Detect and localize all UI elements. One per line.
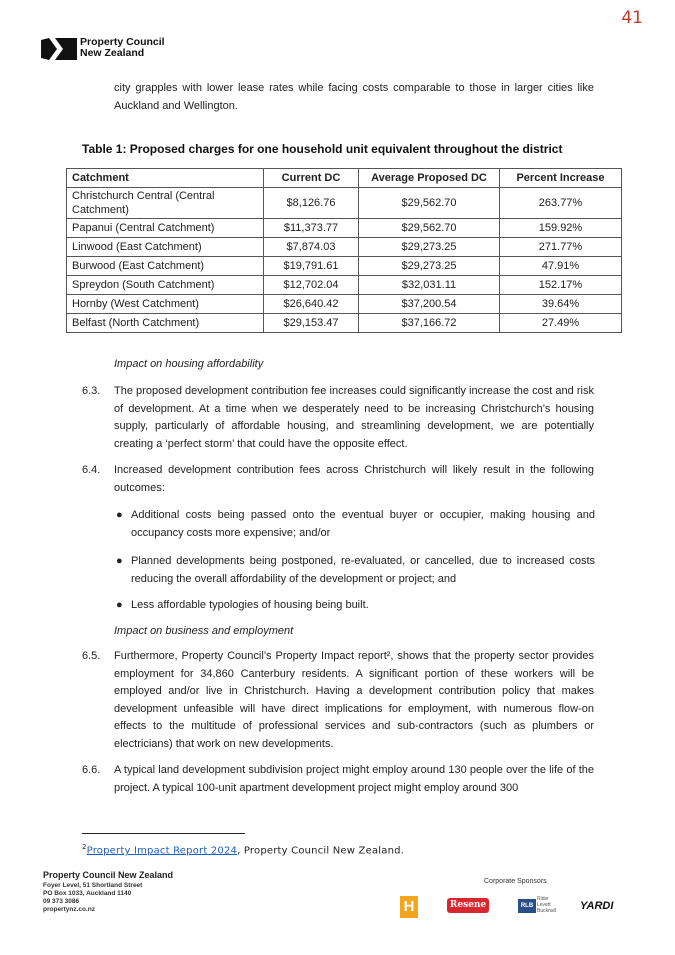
page-number: 41 [621, 8, 643, 28]
cell-proposed-dc: $29,562.70 [359, 219, 500, 238]
cell-proposed-dc: $29,273.25 [359, 257, 500, 276]
section-heading-housing: Impact on housing affordability [114, 358, 264, 370]
cell-catchment: Burwood (East Catchment) [67, 257, 264, 276]
paragraph-6-4: Increased development contribution fees across Christchurch will likely result in the following outcomes: [114, 464, 594, 494]
section-heading-business: Impact on business and employment [114, 625, 294, 637]
cell-catchment: Belfast (North Catchment) [67, 314, 264, 333]
cell-current-dc: $8,126.76 [264, 188, 359, 219]
sponsor-logo-yardi: YARDI [580, 900, 614, 912]
intro-paragraph: city grapples with lower lease rates while facing costs comparable to those in larger cities like Auckland and Wellington. [114, 82, 594, 112]
col-header-catchment: Catchment [67, 169, 264, 188]
table-row [67, 276, 622, 295]
footer-address-line: Foyer Level, 51 Shortland Street [43, 882, 143, 889]
bullet-item: Less affordable typologies of housing being built. [131, 599, 369, 611]
cell-catchment: Linwood (East Catchment) [67, 238, 264, 257]
col-header-percent-increase: Percent Increase [500, 169, 622, 188]
sponsor-logo-resene: Resene [447, 898, 489, 913]
cell-percent: 159.92% [500, 219, 622, 238]
logo-line1: Property Council [80, 36, 165, 48]
cell-proposed-dc: $37,166.72 [359, 314, 500, 333]
cell-percent: 47.91% [500, 257, 622, 276]
footer-website[interactable]: propertynz.co.nz [43, 906, 96, 913]
cell-percent: 27.49% [500, 314, 622, 333]
sponsor-logo-h: H [400, 896, 418, 918]
paragraph-6-5: Furthermore, Property Council’s Property Impact report², shows that the property sector provides employment for 34,860 Canterbury residents. A significant portion of these workers will be employed and/or live in Christchurch. Having a development contribution policy that makes development unfeasible will have direct implications for employment, with numerous flow-on effects to the multitude of professional services and sub-contractors (such as plumbers or electricians) that work on new developments. [114, 650, 594, 750]
cell-current-dc: $29,153.47 [264, 314, 359, 333]
logo-line2: New Zealand [80, 47, 145, 59]
cell-current-dc: $26,640.42 [264, 295, 359, 314]
cell-catchment: Hornby (West Catchment) [67, 295, 264, 314]
cell-percent: 263.77% [500, 188, 622, 219]
col-header-current-dc: Current DC [264, 169, 359, 188]
table-row [67, 238, 622, 257]
table-row [67, 314, 622, 333]
cell-current-dc: $7,874.03 [264, 238, 359, 257]
bullet-icon: ● [116, 555, 123, 567]
col-header-average-proposed-dc: Average Proposed DC [359, 169, 500, 188]
table-row [67, 257, 622, 276]
table-header-row [67, 169, 622, 188]
bullet-item: Additional costs being passed onto the eventual buyer or occupier, making housing and occupancy costs more expensive; and/or [131, 509, 595, 539]
cell-percent: 152.17% [500, 276, 622, 295]
cell-catchment: Papanui (Central Catchment) [67, 219, 264, 238]
table-row [67, 188, 622, 219]
dc-table [66, 168, 622, 333]
para-number-6-3: 6.3. [82, 385, 101, 397]
cell-proposed-dc: $29,562.70 [359, 188, 500, 219]
paragraph-6-3: The proposed development contribution fee increases could significantly increase the cost and risk of development. At a time when we desperately need to be increasing Christchurch’s housing supply, particularly of affordable housing, and streamlining development, we are potentially creating a ‘perfect storm’ that could have the opposite effect. [114, 385, 594, 450]
footer-phone: 09 373 3086 [43, 898, 80, 905]
cell-current-dc: $12,702.04 [264, 276, 359, 295]
property-council-logo-icon [41, 38, 77, 60]
para-number-6-5: 6.5. [82, 650, 101, 662]
cell-catchment: Spreydon (South Catchment) [67, 276, 264, 295]
bullet-icon: ● [116, 509, 123, 521]
footnote-marker: 2 [82, 843, 87, 851]
bullet-icon: ● [116, 599, 123, 611]
footer-address [43, 882, 142, 914]
footnote-rest: , Property Council New Zealand. [237, 845, 405, 857]
cell-proposed-dc: $32,031.11 [359, 276, 500, 295]
footnote-divider [82, 833, 245, 834]
cell-current-dc: $11,373.77 [264, 219, 359, 238]
logo-text [80, 37, 165, 59]
bullet-item: Planned developments being postponed, re-evaluated, or cancelled, due to increased costs reducing the overall affordability of the development or project; and [131, 555, 595, 585]
cell-proposed-dc: $37,200.54 [359, 295, 500, 314]
cell-percent: 271.77% [500, 238, 622, 257]
cell-proposed-dc: $29,273.25 [359, 238, 500, 257]
cell-catchment: Christchurch Central (Central Catchment) [67, 188, 264, 219]
table-title: Table 1: Proposed charges for one household unit equivalent throughout the district [82, 142, 563, 156]
paragraph-6-6: A typical land development subdivision project might employ around 130 people over the life of the project. A typical 100-unit apartment development project might employ around 300 [114, 764, 594, 794]
sponsor-logo-rlb-text: Rider Levett Bucknall [537, 896, 556, 914]
footnote [82, 843, 404, 856]
cell-percent: 39.64% [500, 295, 622, 314]
footer-org-name: Property Council New Zealand [43, 870, 174, 880]
footer-address-line: PO Box 1033, Auckland 1140 [43, 890, 132, 897]
table-row [67, 219, 622, 238]
footnote-link[interactable]: Property Impact Report 2024 [86, 845, 238, 857]
para-number-6-4: 6.4. [82, 464, 101, 476]
table-row [67, 295, 622, 314]
sponsor-logo-rlb: RLB [518, 899, 536, 913]
sponsors-title: Corporate Sponsors [484, 878, 547, 885]
para-number-6-6: 6.6. [82, 764, 101, 776]
cell-current-dc: $19,791.61 [264, 257, 359, 276]
